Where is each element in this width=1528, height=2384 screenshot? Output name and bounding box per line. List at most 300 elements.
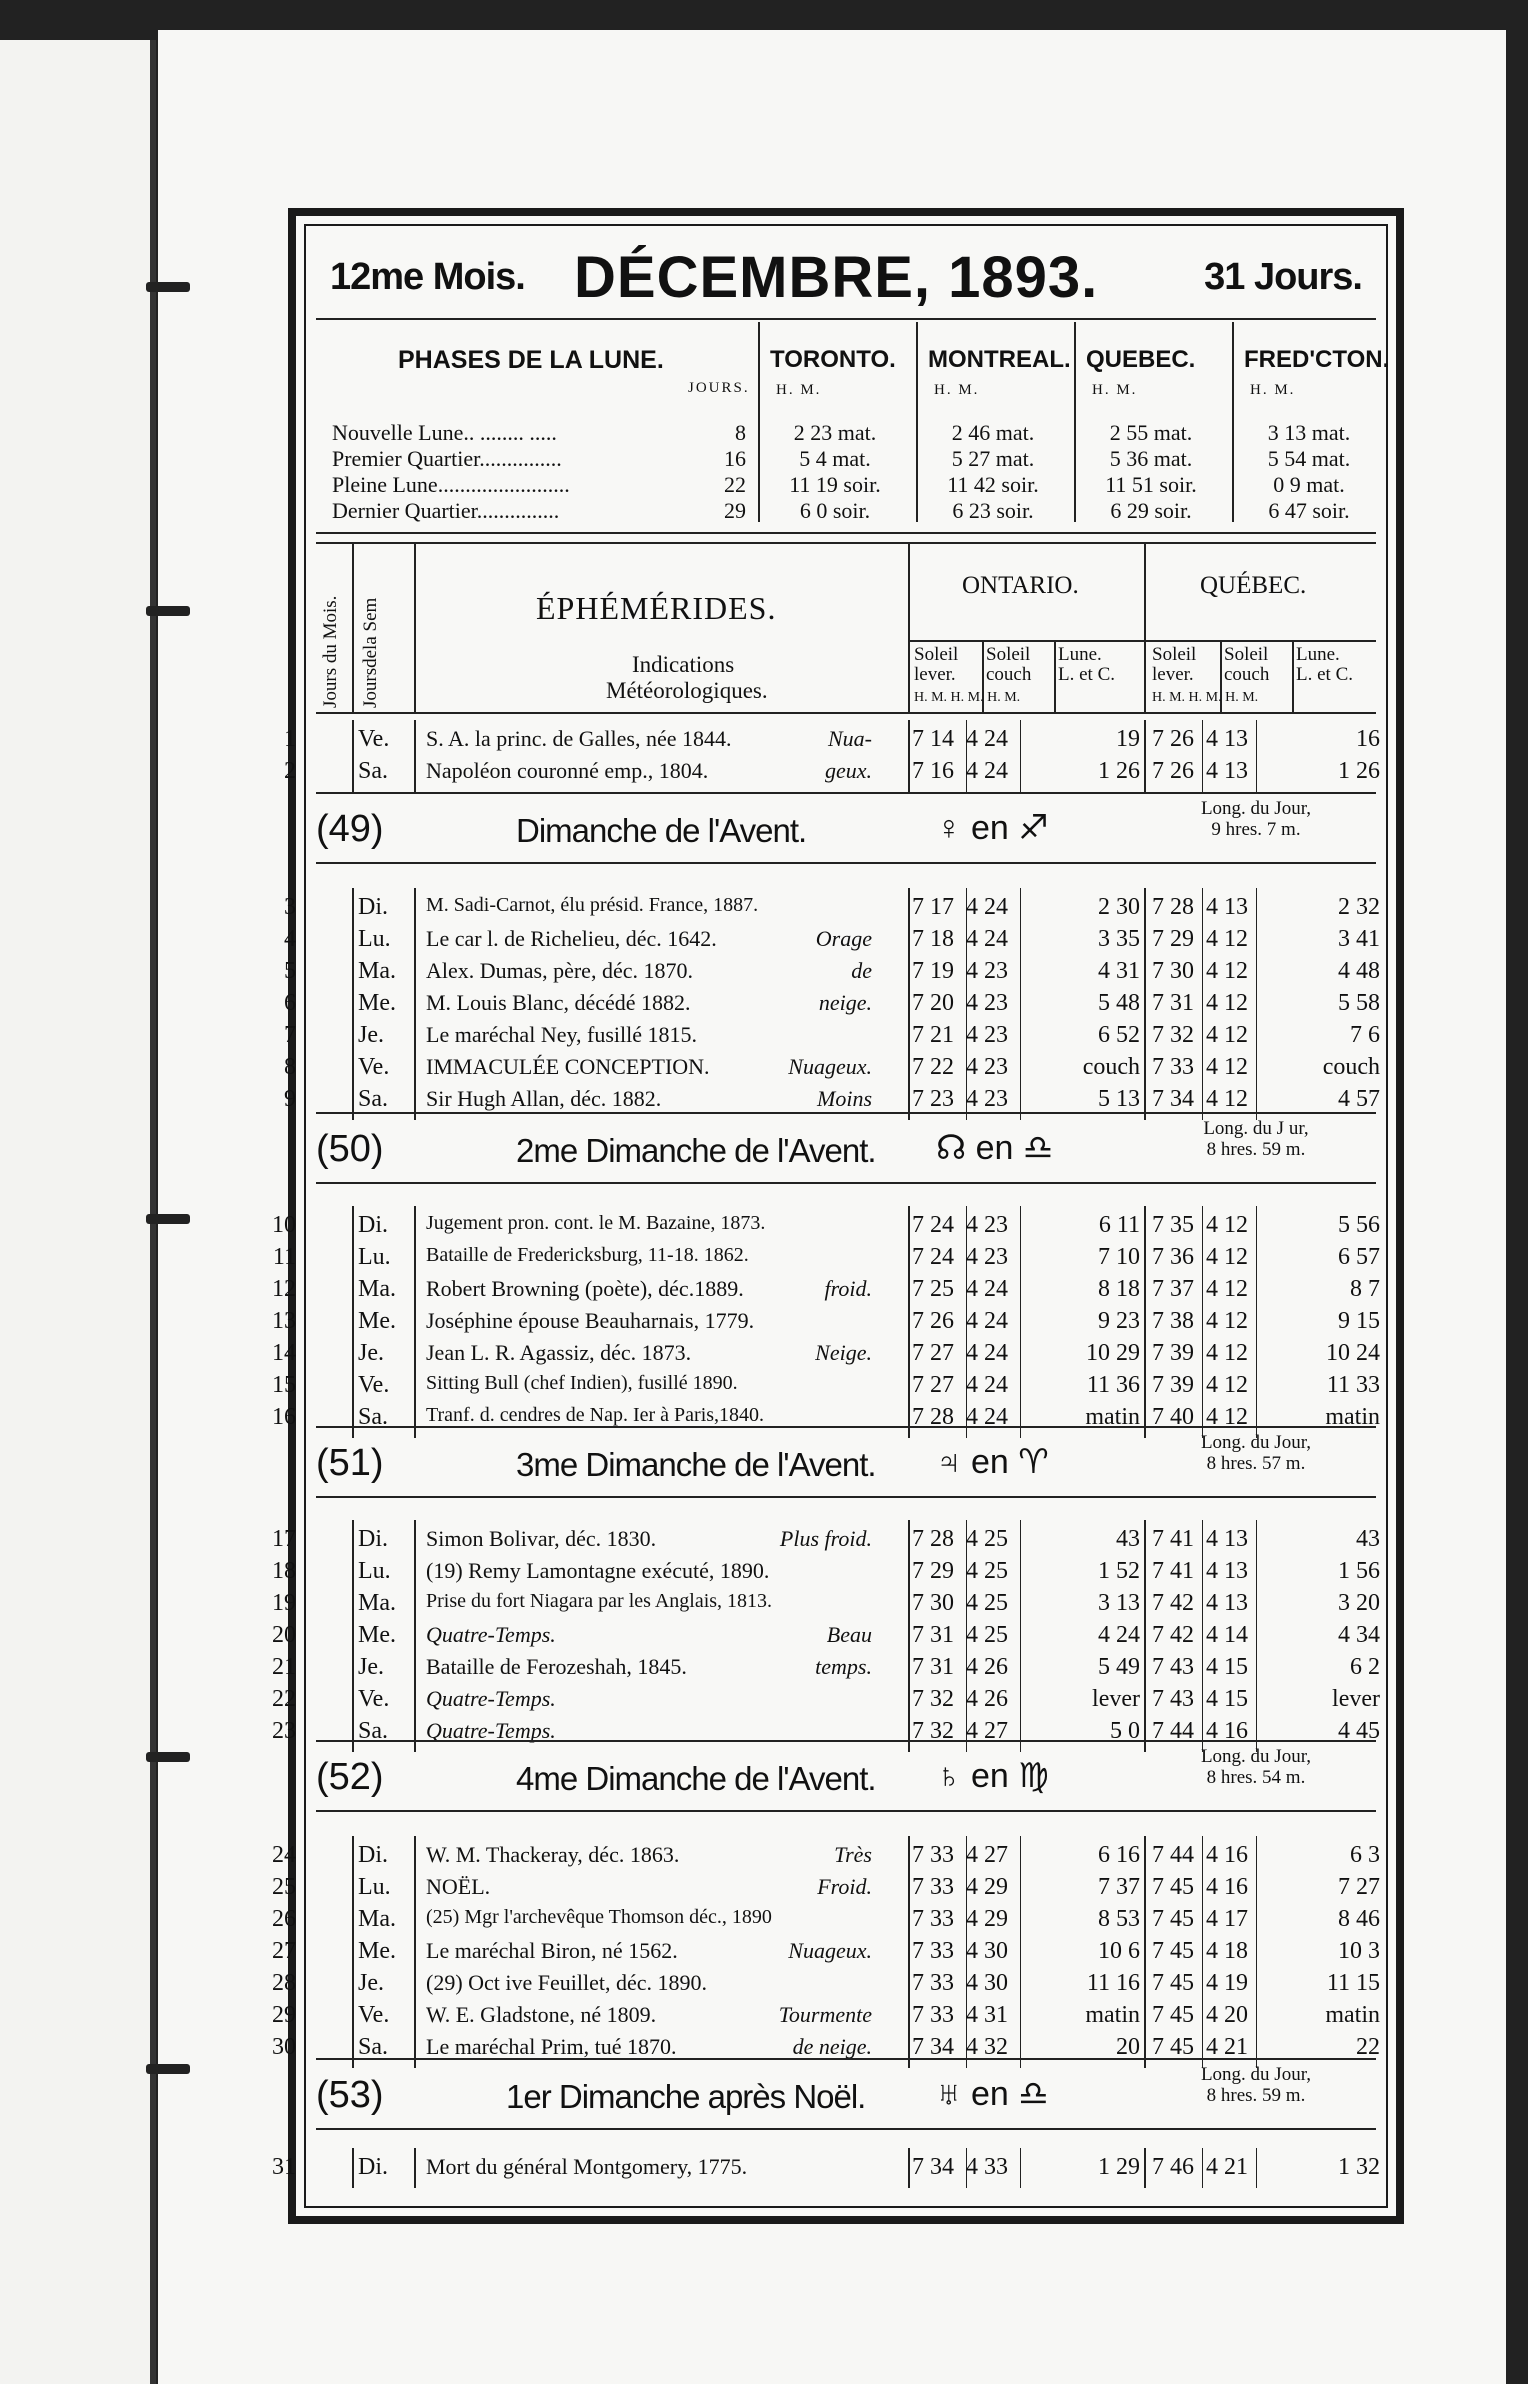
sunday-number: (53) — [316, 2074, 384, 2116]
col-divider — [1144, 544, 1146, 712]
time-o1: 7 27 — [912, 1340, 954, 1366]
time-o3: 11 36 — [1086, 1372, 1140, 1398]
time-o1: 7 28 — [912, 1526, 954, 1552]
weekday: Me. — [358, 1938, 396, 1964]
jours-du-mois-label: Jours du Mois. — [320, 595, 341, 708]
time-q3: 4 45 — [1338, 1718, 1380, 1744]
day-row — [272, 1684, 1380, 1716]
time-o3: 9 23 — [1098, 1308, 1140, 1334]
time-o1: 7 16 — [912, 758, 954, 784]
time-o3: 6 16 — [1098, 1842, 1140, 1868]
time-q2: 4 12 — [1206, 1404, 1248, 1430]
ephemeris-text: Quatre-Temps. — [426, 1718, 556, 1743]
table-header — [316, 542, 1376, 714]
section-divider — [316, 1496, 1376, 1498]
time-q1: 7 45 — [1152, 1970, 1194, 1996]
time-o2: 4 23 — [966, 1244, 1008, 1270]
ephemeris-text: Le maréchal Ney, fusillé 1815. — [426, 1022, 698, 1047]
time-q3: 3 41 — [1338, 926, 1380, 952]
time-q2: 4 20 — [1206, 2002, 1248, 2028]
time-o2: 4 32 — [966, 2034, 1008, 2060]
time-o1: 7 17 — [912, 894, 954, 920]
row-divider — [910, 640, 1376, 642]
ephemeris-text: Bataille de Fredericksburg, 11-18. 1862. — [426, 1244, 749, 1266]
weekday: Lu. — [358, 1244, 391, 1270]
day-number: 27 — [272, 1938, 296, 1964]
weather-note: neige. — [818, 990, 872, 1015]
time-o2: 4 30 — [966, 1938, 1008, 1964]
weekday: Lu. — [358, 1558, 391, 1584]
weekday: Sa. — [358, 758, 388, 784]
time-q2: 4 12 — [1206, 1086, 1248, 1112]
time-o2: 4 24 — [966, 1404, 1008, 1430]
time-q3: 5 56 — [1338, 1212, 1380, 1238]
time-q3: 4 34 — [1338, 1622, 1380, 1648]
ephemeris-text: W. M. Thackeray, déc. 1863. — [426, 1842, 680, 1867]
time-o1: 7 28 — [912, 1404, 954, 1430]
day-number: 4 — [284, 926, 296, 952]
phase-time: 5 36 mat. — [1109, 446, 1193, 471]
time-o1: 7 14 — [912, 726, 954, 752]
weather-note: Orage — [815, 926, 872, 951]
time-o3: 6 11 — [1098, 1212, 1140, 1238]
weekday: Je. — [358, 1340, 384, 1366]
time-o1: 7 25 — [912, 1276, 954, 1302]
time-q2: 4 15 — [1206, 1654, 1248, 1680]
time-o1: 7 30 — [912, 1590, 954, 1616]
time-q1: 7 34 — [1152, 1086, 1194, 1112]
phase-col-divider — [1232, 322, 1234, 522]
time-q3: 1 56 — [1338, 1558, 1380, 1584]
ontario-label: ONTARIO. — [962, 572, 1079, 599]
binding-stitch — [146, 1752, 190, 1762]
time-o3: 4 24 — [1098, 1622, 1140, 1648]
phase-time: 2 55 mat. — [1109, 420, 1193, 445]
time-q1: 7 37 — [1152, 1276, 1194, 1302]
weekday: Me. — [358, 990, 396, 1016]
time-o3: 43 — [1116, 1526, 1140, 1552]
time-q1: 7 43 — [1152, 1654, 1194, 1680]
weekday: Sa. — [358, 1086, 388, 1112]
time-q2: 4 12 — [1206, 1022, 1248, 1048]
time-o3: 7 10 — [1098, 1244, 1140, 1270]
section-divider — [316, 1810, 1376, 1812]
day-row — [272, 1306, 1380, 1338]
weekday: Di. — [358, 1212, 388, 1238]
time-q2: 4 12 — [1206, 1308, 1248, 1334]
time-q2: 4 12 — [1206, 1244, 1248, 1270]
day-row — [284, 924, 1380, 956]
weather-note: Nuageux. — [788, 1938, 872, 1963]
time-o3: 6 52 — [1098, 1022, 1140, 1048]
ephemeris-text: S. A. la princ. de Galles, née 1844. — [426, 726, 732, 751]
day-row — [272, 1904, 1380, 1936]
subhead-soleil_couch: Soleil — [1224, 644, 1269, 665]
day-length — [1156, 1432, 1356, 1474]
ephemeris-text: Bataille de Ferozeshah, 1845. — [426, 1654, 687, 1679]
time-o2: 4 33 — [966, 2154, 1008, 2180]
time-o2: 4 24 — [966, 1308, 1008, 1334]
weekday: Di. — [358, 2154, 388, 2180]
day-number: 31 — [272, 2154, 296, 2180]
time-q3: 3 20 — [1338, 1590, 1380, 1616]
ephemeris-text: W. E. Gladstone, né 1809. — [426, 2002, 657, 2027]
sunday-banner — [316, 1118, 1376, 1178]
ephemeris-text: Simon Bolivar, déc. 1830. — [426, 1526, 657, 1551]
phase-col-divider — [758, 322, 760, 522]
day-number: 2 — [284, 758, 296, 784]
time-q3: 8 46 — [1338, 1906, 1380, 1932]
day-length-value: 9 hres. 7 m. — [1211, 819, 1301, 840]
subhead-soleil_lever: lever. — [1152, 664, 1194, 685]
phase-hm: H. M. — [934, 382, 980, 398]
time-o1: 7 33 — [912, 1906, 954, 1932]
day-length-label: Long. du Jour, — [1200, 798, 1312, 819]
weekday: Ma. — [358, 1276, 396, 1302]
time-q2: 4 13 — [1206, 1558, 1248, 1584]
sunday-banner — [316, 798, 1376, 858]
time-q2: 4 13 — [1206, 1526, 1248, 1552]
time-q1: 7 26 — [1152, 726, 1194, 752]
time-q2: 4 17 — [1206, 1906, 1248, 1932]
days-count: 31 Jours. — [1204, 256, 1362, 298]
day-length-label: Long. du Jour, — [1200, 2064, 1312, 2085]
time-o3: 5 13 — [1098, 1086, 1140, 1112]
calendar-inner — [272, 224, 1390, 2208]
time-q3: 7 27 — [1338, 1874, 1380, 1900]
weekday: Di. — [358, 894, 388, 920]
phase-hm: H. M. — [1092, 382, 1138, 398]
section-divider — [316, 1182, 1376, 1184]
sunday-banner — [316, 1432, 1376, 1492]
time-q1: 7 35 — [1152, 1212, 1194, 1238]
day-length — [1156, 1746, 1356, 1788]
time-q3: 4 48 — [1338, 958, 1380, 984]
time-q1: 7 42 — [1152, 1622, 1194, 1648]
phase-day: 29 — [724, 498, 746, 523]
ephemeris-text: (25) Mgr l'archevêque Thomson déc., 1890 — [426, 1906, 772, 1928]
time-o3: 5 49 — [1098, 1654, 1140, 1680]
time-o1: 7 26 — [912, 1308, 954, 1334]
time-q1: 7 31 — [1152, 990, 1194, 1016]
time-o1: 7 18 — [912, 926, 954, 952]
weather-note: Tourmente — [778, 2002, 872, 2027]
time-q1: 7 45 — [1152, 1874, 1194, 1900]
time-q2: 4 13 — [1206, 1590, 1248, 1616]
sunday-banner — [316, 1746, 1376, 1806]
day-length-label: Long. du Jour, — [1200, 1432, 1312, 1453]
phase-time: 11 42 soir. — [947, 472, 1039, 497]
day-row — [272, 1588, 1380, 1620]
sunday-title: 1er Dimanche après Noël. — [506, 2078, 866, 2115]
day-number: 25 — [272, 1874, 296, 1900]
time-q3: 1 26 — [1338, 758, 1380, 784]
time-q1: 7 46 — [1152, 2154, 1194, 2180]
time-o2: 4 25 — [966, 1590, 1008, 1616]
day-row — [272, 1556, 1380, 1588]
time-o2: 4 31 — [966, 2002, 1008, 2028]
col-divider — [1054, 640, 1056, 712]
sunday-banner — [316, 2064, 1376, 2124]
weekday: Di. — [358, 1842, 388, 1868]
sunday-title: Dimanche de l'Avent. — [516, 812, 807, 849]
time-q2: 4 16 — [1206, 1874, 1248, 1900]
time-o2: 4 24 — [966, 758, 1008, 784]
sunday-number: (49) — [316, 808, 384, 850]
time-o3: couch — [1082, 1054, 1140, 1080]
time-o1: 7 31 — [912, 1622, 954, 1648]
sunday-astro: ♅ en ♎ — [936, 2075, 1049, 2113]
time-q1: 7 44 — [1152, 1718, 1194, 1744]
weather-note: Beau — [826, 1622, 872, 1647]
sunday-number: (52) — [316, 1756, 384, 1798]
time-o3: 8 18 — [1098, 1276, 1140, 1302]
time-o3: 1 26 — [1098, 758, 1140, 784]
phase-name: Premier Quartier............... — [332, 446, 562, 471]
time-q3: 4 57 — [1338, 1086, 1380, 1112]
time-q3: 1 32 — [1338, 2154, 1380, 2180]
weekday: Ve. — [358, 726, 390, 752]
day-row — [284, 892, 1380, 924]
phase-hm: H. M. — [776, 382, 822, 398]
phase-time: 11 51 soir. — [1105, 472, 1197, 497]
sunday-astro: ♀ en ♐ — [936, 809, 1049, 847]
phase-time: 6 0 soir. — [799, 498, 871, 523]
day-number: 6 — [284, 990, 296, 1016]
weekday: Me. — [358, 1308, 396, 1334]
ephemeris-text: Napoléon couronné emp., 1804. — [426, 758, 709, 783]
time-o2: 4 23 — [966, 990, 1008, 1016]
day-number: 28 — [272, 1970, 296, 1996]
section-divider — [316, 862, 1376, 864]
time-q3: 9 15 — [1338, 1308, 1380, 1334]
weekday: Ma. — [358, 1590, 396, 1616]
time-q1: 7 32 — [1152, 1022, 1194, 1048]
day-number: 5 — [284, 958, 296, 984]
time-q1: 7 39 — [1152, 1340, 1194, 1366]
day-row — [284, 756, 1380, 788]
ephemeris-text: Alex. Dumas, père, déc. 1870. — [426, 958, 693, 983]
time-q3: 5 58 — [1338, 990, 1380, 1016]
time-q2: 4 15 — [1206, 1686, 1248, 1712]
time-o1: 7 22 — [912, 1054, 954, 1080]
time-q1: 7 45 — [1152, 2034, 1194, 2060]
ephemeris-text: Sitting Bull (chef Indien), fusillé 1890. — [426, 1372, 738, 1394]
ephemerides-title: ÉPHÉMÉRIDES. — [536, 590, 777, 626]
month-header — [316, 226, 1376, 320]
phase-time: 0 9 mat. — [1273, 472, 1345, 497]
weekday: Ma. — [358, 958, 396, 984]
subhead-soleil_lever: Soleil — [1152, 644, 1197, 665]
time-q3: 7 6 — [1350, 1022, 1380, 1048]
time-q2: 4 21 — [1206, 2034, 1248, 2060]
phase-name: Pleine Lune........................ — [332, 472, 570, 497]
day-row — [272, 1524, 1380, 1556]
day-number: 26 — [272, 1906, 296, 1932]
day-number: 23 — [272, 1718, 296, 1744]
weekday: Me. — [358, 1622, 396, 1648]
weekday: Sa. — [358, 1718, 388, 1744]
subhead-lune: L. et C. — [1296, 664, 1353, 685]
time-q1: 7 45 — [1152, 2002, 1194, 2028]
day-number: 14 — [272, 1340, 296, 1366]
time-o3: 2 30 — [1098, 894, 1140, 920]
phase-row — [332, 498, 746, 524]
sunday-title: 4me Dimanche de l'Avent. — [516, 1760, 876, 1797]
day-number: 7 — [284, 1022, 296, 1048]
weekday: Je. — [358, 1654, 384, 1680]
weekday: Ve. — [358, 1054, 390, 1080]
subhead-soleil_lever: Soleil — [914, 644, 959, 665]
phases-jours-label: JOURS. — [688, 380, 750, 396]
day-row — [284, 956, 1380, 988]
subhead-lune: Lune. — [1296, 644, 1340, 665]
phase-row — [332, 446, 746, 472]
sunday-title: 2me Dimanche de l'Avent. — [516, 1132, 876, 1169]
time-q2: 4 12 — [1206, 958, 1248, 984]
time-q3: 6 2 — [1350, 1654, 1380, 1680]
time-q2: 4 12 — [1206, 1372, 1248, 1398]
subhead-lune: Lune. — [1058, 644, 1102, 665]
weather-note: Nua- — [828, 726, 872, 751]
phase-name: Dernier Quartier............... — [332, 498, 560, 523]
col-divider — [1292, 640, 1294, 712]
time-o2: 4 29 — [966, 1906, 1008, 1932]
day-length-value: 8 hres. 59 m. — [1206, 2085, 1306, 2106]
ephemeris-text: M. Sadi-Carnot, élu présid. France, 1887. — [426, 894, 759, 916]
time-q1: 7 40 — [1152, 1404, 1194, 1430]
day-row — [272, 1716, 1380, 1748]
day-length — [1156, 2064, 1356, 2106]
weather-note: Froid. — [817, 1874, 872, 1899]
time-o2: 4 26 — [966, 1686, 1008, 1712]
jours-sem-label: Joursdela Sem — [360, 597, 381, 708]
time-q3: couch — [1322, 1054, 1380, 1080]
sunday-astro: ☊ en ♎ — [936, 1129, 1054, 1167]
time-q2: 4 16 — [1206, 1718, 1248, 1744]
weather-note: Plus froid. — [779, 1526, 872, 1551]
time-o2: 4 27 — [966, 1718, 1008, 1744]
day-number: 9 — [284, 1086, 296, 1112]
time-o2: 4 23 — [966, 1086, 1008, 1112]
calendar-frame — [272, 208, 1404, 2224]
time-o2: 4 23 — [966, 1054, 1008, 1080]
day-number: 3 — [284, 894, 296, 920]
phase-city: FRED'CTON. — [1244, 346, 1390, 373]
ephemeris-text: (29) Oct ive Feuillet, déc. 1890. — [426, 1970, 708, 1995]
time-q3: 11 15 — [1326, 1970, 1380, 1996]
phase-row — [332, 420, 746, 446]
weekday: Ve. — [358, 1372, 390, 1398]
time-q3: 43 — [1356, 1526, 1380, 1552]
time-o2: 4 25 — [966, 1558, 1008, 1584]
day-length-value: 8 hres. 57 m. — [1206, 1453, 1306, 1474]
time-q3: 2 32 — [1338, 894, 1380, 920]
time-q2: 4 12 — [1206, 1276, 1248, 1302]
time-q3: lever — [1332, 1686, 1380, 1712]
day-number: 18 — [272, 1558, 296, 1584]
sunday-astro: ♄ en ♍ — [936, 1757, 1049, 1795]
time-q3: 6 57 — [1338, 1244, 1380, 1270]
time-o1: 7 24 — [912, 1212, 954, 1238]
day-length — [1156, 798, 1356, 840]
time-o2: 4 24 — [966, 1372, 1008, 1398]
moon-phases — [316, 322, 1390, 534]
col-divider — [414, 544, 416, 712]
time-o3: matin — [1085, 1404, 1140, 1430]
day-number: 30 — [272, 2034, 296, 2060]
time-q1: 7 45 — [1152, 1906, 1194, 1932]
time-q2: 4 13 — [1206, 894, 1248, 920]
day-number: 24 — [272, 1842, 296, 1868]
time-q3: 10 24 — [1326, 1340, 1380, 1366]
time-o1: 7 34 — [912, 2154, 954, 2180]
day-row — [284, 988, 1380, 1020]
time-o1: 7 20 — [912, 990, 954, 1016]
indications-label: Indications — [632, 652, 735, 677]
ephemeris-text: Quatre-Temps. — [426, 1686, 556, 1711]
time-o3: 19 — [1116, 726, 1140, 752]
day-number: 10 — [272, 1212, 296, 1238]
ephemeris-text: Jugement pron. cont. le M. Bazaine, 1873. — [426, 1212, 766, 1234]
weekday: Ma. — [358, 1906, 396, 1932]
weekday: Sa. — [358, 2034, 388, 2060]
time-o1: 7 29 — [912, 1558, 954, 1584]
time-q1: 7 30 — [1152, 958, 1194, 984]
time-q1: 7 28 — [1152, 894, 1194, 920]
phase-time: 6 47 soir. — [1268, 498, 1350, 523]
time-q1: 7 33 — [1152, 1054, 1194, 1080]
binding-stitch — [146, 1214, 190, 1224]
day-row — [272, 1968, 1380, 2000]
meteo-label: Météorologiques. — [606, 678, 768, 703]
ephemeris-text: Le maréchal Prim, tué 1870. — [426, 2034, 677, 2059]
time-q1: 7 26 — [1152, 758, 1194, 784]
phase-day: 22 — [724, 472, 746, 497]
time-q2: 4 12 — [1206, 1340, 1248, 1366]
ephemeris-text: Mort du général Montgomery, 1775. — [426, 2154, 748, 2179]
subhead-soleil_couch: couch — [1224, 664, 1270, 685]
time-o3: matin — [1085, 2002, 1140, 2028]
sunday-number: (50) — [316, 1128, 384, 1170]
weekday: Lu. — [358, 1874, 391, 1900]
phase-time: 5 4 mat. — [799, 446, 871, 471]
month-title: DÉCEMBRE, 1893. — [574, 245, 1099, 310]
time-o2: 4 24 — [966, 726, 1008, 752]
section-divider — [316, 2128, 1376, 2130]
time-q3: matin — [1325, 1404, 1380, 1430]
time-o1: 7 33 — [912, 1970, 954, 1996]
time-o3: 11 16 — [1086, 1970, 1140, 1996]
day-number: 11 — [272, 1244, 296, 1270]
time-o2: 4 24 — [966, 1276, 1008, 1302]
time-q3: 10 3 — [1338, 1938, 1380, 1964]
ephemeris-text: IMMACULÉE CONCEPTION. — [426, 1054, 710, 1079]
day-number: 21 — [272, 1654, 296, 1680]
time-q1: 7 39 — [1152, 1372, 1194, 1398]
ephemeris-text: M. Louis Blanc, décédé 1882. — [426, 990, 691, 1015]
phase-day: 8 — [735, 420, 746, 445]
book-spine — [150, 40, 156, 2384]
weather-note: de — [851, 958, 872, 983]
time-o3: 4 31 — [1098, 958, 1140, 984]
time-q2: 4 21 — [1206, 2154, 1248, 2180]
day-row — [284, 1020, 1380, 1052]
weekday: Sa. — [358, 1404, 388, 1430]
day-row — [284, 724, 1380, 756]
subhead-soleil_couch: couch — [986, 664, 1032, 685]
day-length-label: Long. du Jour, — [1200, 1746, 1312, 1767]
